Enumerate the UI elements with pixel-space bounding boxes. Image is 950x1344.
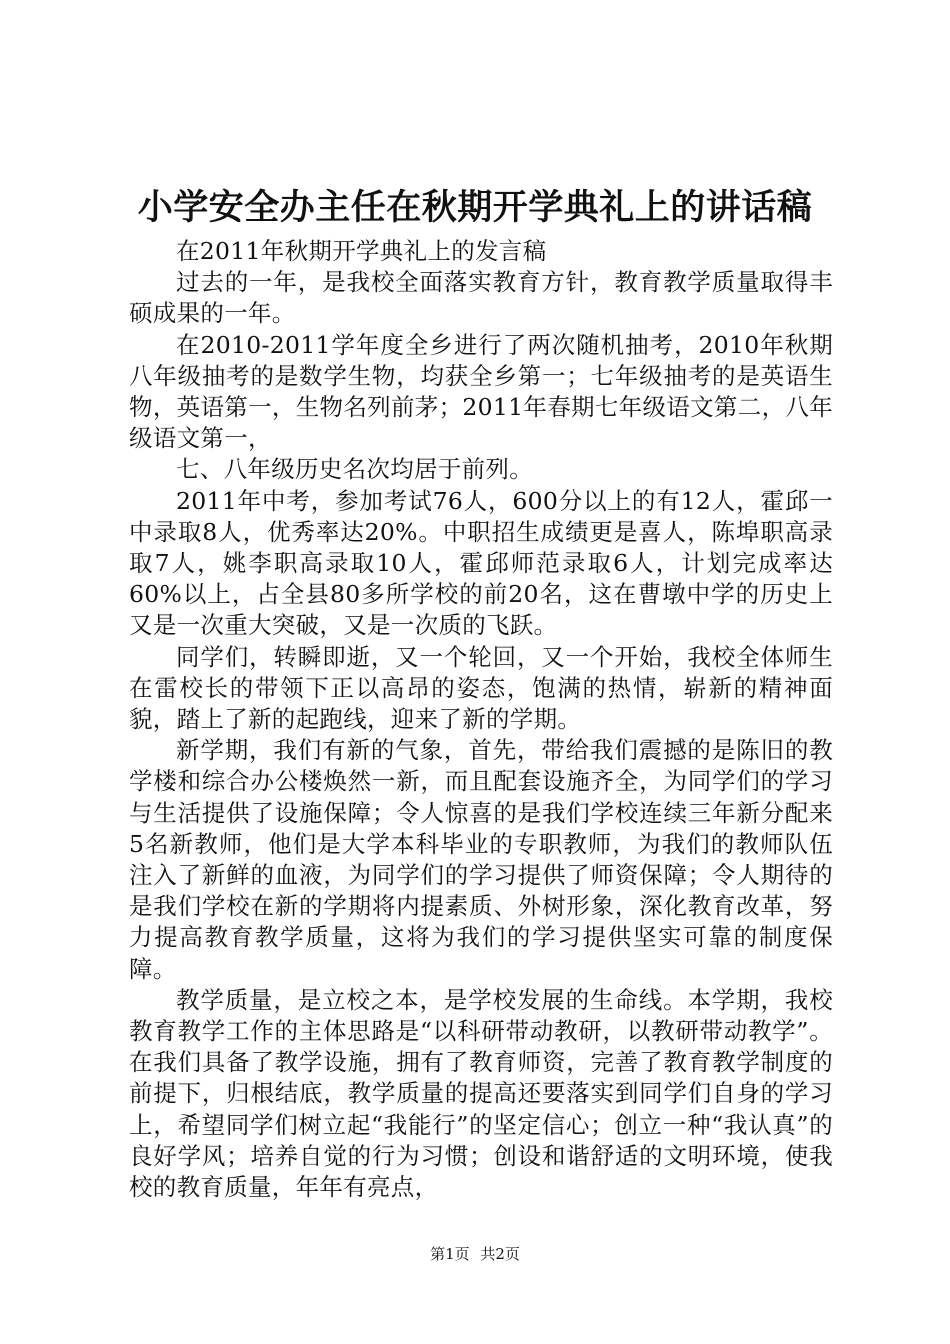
paragraph-students: 同学们，转瞬即逝，又一个轮回，又一个开始，我校全体师生在雷校长的带领下正以高昂的姿态，饱满的热情，崭新的精神面貌，踏上了新的起跑线，迎来了新的学期。 <box>129 642 833 734</box>
paragraph-teaching-quality: 教学质量，是立校之本，是学校发展的生命线。本学期，我校教育教学工作的主体思路是“以科研带动教研，以教研带动教学”。在我们具备了教学设施，拥有了教育师资，完善了教育教学制度的前提下，归根结底，教学质量的提高还要落实到同学们自身的学习上，希望同学们树立起“我能行”的坚定信心；创立一种“我认真”的良好学风；培养自觉的行为习惯；创设和谐舒适的文明环境，使我校的教育质量，年年有亮点， <box>129 985 833 1202</box>
paragraph-zhongkao: 2011年中考，参加考试76人，600分以上的有12人，霍邱一中录取8人，优秀率达20%。中职招生成绩更是喜人，陈埠职高录取7人，姚李职高录取10人，霍邱师范录取6人，计划完成率达60%以上，占全县80多所学校的前20名，这在曹墩中学的历史上又是一次重大突破，又是一次质的飞跃。 <box>129 486 833 640</box>
paragraph-exams: 在2010-2011学年度全乡进行了两次随机抽考，2010年秋期八年级抽考的是数学生物，均获全乡第一；七年级抽考的是英语生物，英语第一，生物名列前茅；2011年春期七年级语文第二，八年级语文第一， <box>129 330 833 453</box>
document-title: 小学安全办主任在秋期开学典礼上的讲话稿 <box>137 187 813 228</box>
paragraph-intro: 在2011年秋期开学典礼上的发言稿 <box>176 237 547 265</box>
paragraph-past-year: 过去的一年，是我校全面落实教育方针，教育教学质量取得丰硕成果的一年。 <box>129 268 833 328</box>
page-footer <box>0 1244 950 1264</box>
page-number-current: 第1页 <box>430 1245 470 1263</box>
paragraph-history-rank: 七、八年级历史名次均居于前列。 <box>176 455 533 484</box>
page-number-total: 共2页 <box>480 1245 520 1263</box>
paragraph-new-term: 新学期，我们有新的气象，首先，带给我们震撼的是陈旧的教学楼和综合办公楼焕然一新，而且配套设施齐全，为同学们的学习与生活提供了设施保障；令人惊喜的是我们学校连续三年新分配来5名新教师，他们是大学本科毕业的专职教师，为我们的教师队伍注入了新鲜的血液，为同学们的学习提供了师资保障；令人期待的是我们学校在新的学期将内提素质、外树形象，深化教育改革，努力提高教育教学质量，这将为我们的学习提供坚实可靠的制度保障。 <box>129 736 833 983</box>
document-body <box>129 236 833 1203</box>
